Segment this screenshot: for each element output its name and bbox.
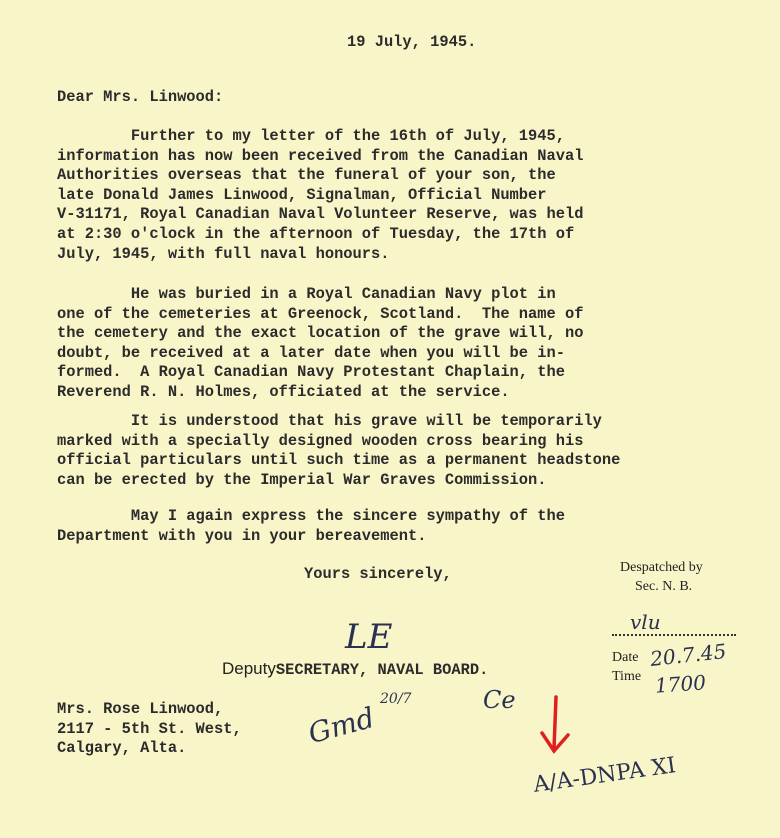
despatched-by: Sec. N. B.: [635, 579, 693, 594]
address-line: 2117 - 5th St. West,: [57, 719, 242, 738]
signature: LE: [345, 617, 393, 657]
text-line: official particulars until such time as a permanent headstone: [57, 451, 621, 470]
text-line: Reverend R. N. Holmes, officiated at the service.: [57, 382, 510, 401]
text-line: can be erected by the Imperial War Graves Commission.: [57, 470, 547, 489]
letter-date: 19 July, 1945.: [347, 33, 477, 51]
text-line: July, 1945, with full naval honours.: [57, 244, 390, 263]
handwritten-file-note: A/A-DNPA XI: [531, 753, 678, 798]
paragraph-1: [57, 127, 583, 264]
time-label: Time: [612, 669, 642, 684]
text-line: one of the cemeteries at Greenock, Scotland. The name of: [57, 304, 584, 323]
paragraph-3: [57, 412, 620, 490]
text-line: May I again express the sincere sympathy of the: [57, 507, 565, 525]
text-line: It is understood that his grave will be temporarily: [57, 412, 602, 430]
address-line: Calgary, Alta.: [57, 739, 187, 758]
signature-block: [222, 659, 488, 681]
signature-title: SECRETARY, NAVAL BOARD.: [275, 661, 489, 679]
text-line: at 2:30 o'clock in the afternoon of Tuesday, the 17th of: [57, 224, 575, 243]
text-line: Further to my letter of the 16th of July, 1945,: [57, 127, 565, 145]
text-line: V-31171, Royal Canadian Naval Volunteer Reserve, was held: [57, 205, 584, 224]
handwritten-date-note: 20/7: [380, 691, 412, 707]
stamp-initials: vlu: [630, 610, 661, 634]
handwritten-initials-left: Gmd: [304, 700, 378, 751]
despatched-label: Despatched by: [620, 560, 703, 575]
text-line: late Donald James Linwood, Signalman, Official Number: [57, 185, 547, 204]
text-line: doubt, be received at a later date when you will be in-: [57, 343, 565, 362]
salutation: Dear Mrs. Linwood:: [57, 88, 224, 106]
red-arrow-icon: [538, 695, 574, 755]
paragraph-4: [57, 507, 565, 546]
address-line: Mrs. Rose Linwood,: [57, 700, 224, 718]
paragraph-2: [57, 285, 583, 403]
text-line: formed. A Royal Canadian Navy Protestant Chaplain, the: [57, 363, 565, 382]
closing: Yours sincerely,: [304, 565, 452, 583]
signature-dotted-line: [612, 634, 736, 636]
text-line: Department with you in your bereavement.: [57, 526, 427, 545]
recipient-address: [57, 700, 242, 759]
text-line: the cemetery and the exact location of the grave will, no: [57, 324, 584, 343]
time-value: 1700: [654, 670, 707, 698]
date-label: Date: [612, 650, 639, 665]
text-line: information has now been received from the Canadian Naval: [57, 146, 584, 165]
handwritten-initials-right: Ce: [483, 686, 516, 714]
text-line: He was buried in a Royal Canadian Navy plot in: [57, 285, 556, 303]
date-value: 20.7.45: [648, 639, 728, 671]
text-line: marked with a specially designed wooden cross bearing his: [57, 431, 584, 450]
text-line: Authorities overseas that the funeral of your son, the: [57, 166, 556, 185]
signature-prefix: Deputy: [222, 659, 276, 678]
